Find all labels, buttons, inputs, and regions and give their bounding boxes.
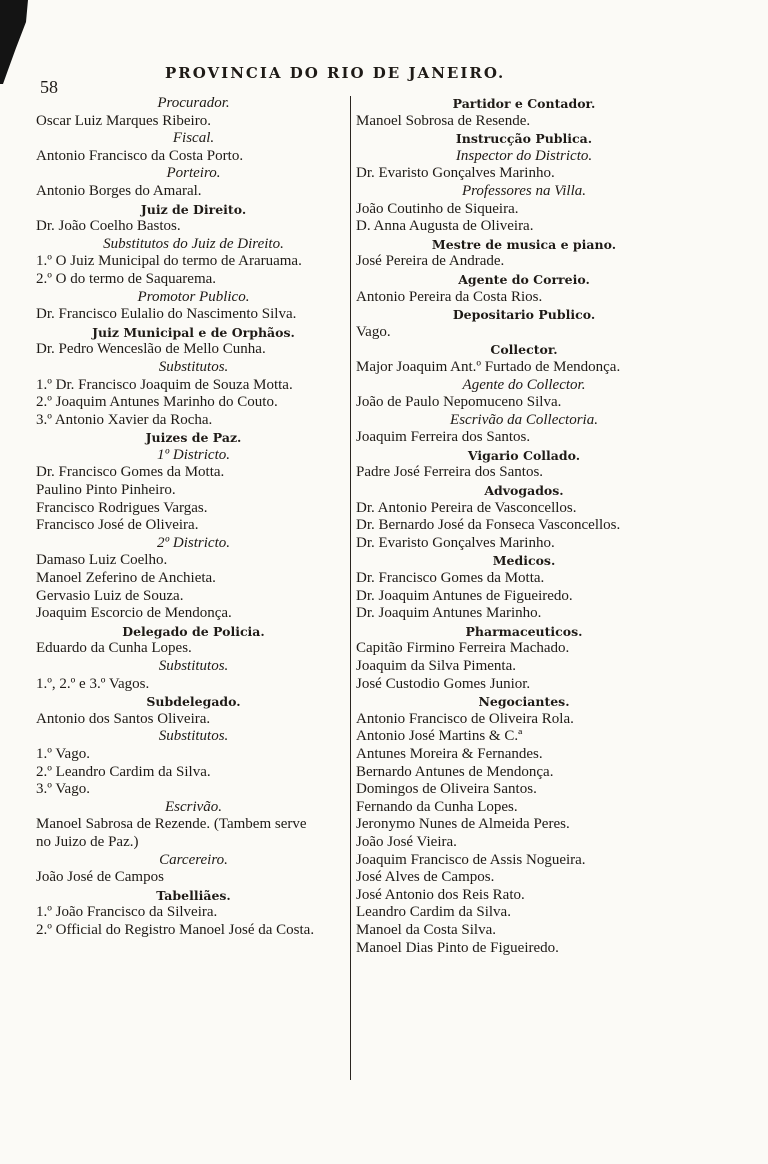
entry-line: João Coutinho de Siqueira. <box>356 200 519 217</box>
role-title: 2º Districto. <box>157 534 230 551</box>
entry-line: Dr. Francisco Gomes da Motta. <box>356 570 545 587</box>
section-heading: Pharmaceuticos. <box>465 623 583 639</box>
entry-line: Capitão Firmino Ferreira Machado. <box>356 640 570 657</box>
section-heading: Juiz de Direito. <box>140 201 247 217</box>
entry-line: 1.º João Francisco da Silveira. <box>36 904 218 921</box>
entry-line: D. Anna Augusta de Oliveira. <box>356 218 534 235</box>
entry-line: 1.º Vago. <box>36 745 90 762</box>
section-heading: Advogados. <box>484 483 564 499</box>
section-heading: Vigario Collado. <box>467 447 581 463</box>
entry-line: João de Paulo Nepomuceno Silva. <box>356 394 562 411</box>
entry-line: 2.º Leandro Cardim da Silva. <box>36 763 211 780</box>
section-heading: Instrucção Publica. <box>455 131 593 147</box>
section-heading: Partidor e Contador. <box>452 96 596 111</box>
entry-line: Manoel Sabrosa de Rezende. (Tambem serve <box>36 816 307 833</box>
entry-line: Francisco José de Oliveira. <box>36 517 199 534</box>
section-heading: Subdelegado. <box>146 694 241 710</box>
entry-line: Dr. Joaquim Antunes de Figueiredo. <box>356 587 573 604</box>
role-title: Escrivão. <box>164 798 223 815</box>
section-heading: Agente do Correio. <box>458 271 590 287</box>
role-title: Escrivão da Collectoria. <box>450 411 598 428</box>
entry-line: Manoel Dias Pinto de Figueiredo. <box>356 939 559 956</box>
section-heading: Medicos. <box>492 553 556 569</box>
role-title: Promotor Publico. <box>137 288 250 305</box>
entry-line: José Custodio Gomes Junior. <box>356 675 531 692</box>
entry-line: Dr. Bernardo José da Fonseca Vasconcellos. <box>356 517 621 534</box>
entry-line: Dr. Pedro Wenceslão de Mello Cunha. <box>36 341 266 358</box>
role-title: Substitutos do Juiz de Direito. <box>103 235 284 252</box>
role-title: 1º Districto. <box>157 446 230 463</box>
page-corner-mark <box>0 0 30 84</box>
entry-line: Joaquim da Silva Pimenta. <box>356 658 516 674</box>
entry-line: João José de Campos <box>36 869 164 886</box>
entry-line: 2.º Official do Registro Manoel José da Costa. <box>36 921 315 938</box>
role-title: Substitutos. <box>158 358 229 375</box>
entry-line: João José Vieira. <box>356 833 457 850</box>
role-title: Substitutos. <box>158 658 229 674</box>
section-heading: Juizes de Paz. <box>145 430 242 446</box>
entry-line: Dr. Francisco Gomes da Motta. <box>36 464 225 481</box>
entry-line: Bernardo Antunes de Mendonça. <box>356 763 554 780</box>
entry-line: 2.º O do termo de Saquarema. <box>36 270 217 287</box>
entry-line: 1.º, 2.º e 3.º Vagos. <box>36 675 150 692</box>
role-title: Procurador. <box>157 95 230 111</box>
entry-line: José Pereira de Andrade. <box>356 253 505 270</box>
entry-line: 3.º Antonio Xavier da Rocha. <box>36 411 213 428</box>
section-heading: Juiz Municipal e de Orphãos. <box>92 324 295 340</box>
entry-line: 1.º O Juiz Municipal do termo de Araruama. <box>36 253 302 270</box>
role-title: Inspector do Districto. <box>455 147 593 164</box>
entry-line: Dr. João Coelho Bastos. <box>36 218 181 235</box>
page-title: PROVINCIA DO RIO DE JANEIRO. <box>165 64 506 82</box>
entry-line: Manoel Zeferino de Anchieta. <box>36 570 216 587</box>
entry-line: Jeronymo Nunes de Almeida Peres. <box>356 816 570 833</box>
entry-line: Oscar Luiz Marques Ribeiro. <box>36 112 211 129</box>
entry-line: 1.º Dr. Francisco Joaquim de Souza Motta. <box>36 376 293 393</box>
section-heading: Delegado de Policia. <box>122 623 265 639</box>
role-title: Substitutos. <box>158 728 229 745</box>
section-heading: Collector. <box>490 342 558 358</box>
entry-line: 3.º Vago. <box>36 781 90 798</box>
page-number: 58 <box>40 77 58 97</box>
entry-line: Gervasio Luiz de Souza. <box>36 587 184 604</box>
section-heading: Negociantes. <box>478 694 570 710</box>
entry-line: Antonio Francisco da Costa Porto. <box>36 147 244 164</box>
role-title: Porteiro. <box>166 165 221 182</box>
entry-line: Domingos de Oliveira Santos. <box>356 781 537 798</box>
entry-line: Dr. Antonio Pereira de Vasconcellos. <box>356 499 577 516</box>
entry-line: Joaquim Escorcio de Mendonça. <box>36 605 232 622</box>
role-title: Fiscal. <box>172 130 215 147</box>
entry-line: Damaso Luiz Coelho. <box>36 552 168 569</box>
entry-line: Antonio Borges do Amaral. <box>36 182 202 199</box>
entry-line: Antonio José Martins & C.ª <box>356 728 523 745</box>
entry-line: Joaquim Ferreira dos Santos. <box>356 429 531 446</box>
entry-line: Joaquim Francisco de Assis Nogueira. <box>356 851 586 868</box>
entry-line: Leandro Cardim da Silva. <box>356 904 511 921</box>
entry-line: Paulino Pinto Pinheiro. <box>36 482 176 499</box>
entry-line: Antonio Francisco de Oliveira Rola. <box>356 710 574 727</box>
entry-line: José Antonio dos Reis Rato. <box>356 886 525 903</box>
entry-line: Dr. Joaquim Antunes Marinho. <box>356 605 542 622</box>
role-title: Agente do Collector. <box>462 376 586 393</box>
entry-line: 2.º Joaquim Antunes Marinho do Couto. <box>36 394 278 411</box>
section-heading: Depositario Publico. <box>452 307 596 323</box>
entry-line: Dr. Francisco Eulalio do Nascimento Silva. <box>36 306 297 323</box>
entry-line: Francisco Rodrigues Vargas. <box>36 499 208 516</box>
entry-line: Manoel da Costa Silva. <box>356 921 496 938</box>
entry-line: Antonio dos Santos Oliveira. <box>36 710 211 727</box>
role-title: Professores na Villa. <box>461 182 587 199</box>
entry-line: Dr. Evaristo Gonçalves Marinho. <box>356 165 555 182</box>
entry-line: Major Joaquim Ant.º Furtado de Mendonça. <box>356 358 621 375</box>
entry-line: Vago. <box>356 323 391 340</box>
entry-line: Dr. Evaristo Gonçalves Marinho. <box>356 534 555 551</box>
right-column <box>356 95 692 957</box>
entry-line: Manoel Sobrosa de Resende. <box>356 112 531 129</box>
section-heading: Mestre de musica e piano. <box>431 236 617 252</box>
entry-line: Fernando da Cunha Lopes. <box>356 798 518 815</box>
entry-line: Eduardo da Cunha Lopes. <box>36 640 192 657</box>
entry-line: José Alves de Campos. <box>356 869 495 886</box>
section-heading: Tabelliães. <box>156 887 231 903</box>
entry-line: no Juizo de Paz.) <box>36 833 139 850</box>
entry-line: Antunes Moreira & Fernandes. <box>356 745 543 762</box>
left-column <box>36 95 351 940</box>
entry-line: Padre José Ferreira dos Santos. <box>356 464 544 481</box>
role-title: Carcereiro. <box>159 851 228 868</box>
entry-line: Antonio Pereira da Costa Rios. <box>356 288 543 305</box>
